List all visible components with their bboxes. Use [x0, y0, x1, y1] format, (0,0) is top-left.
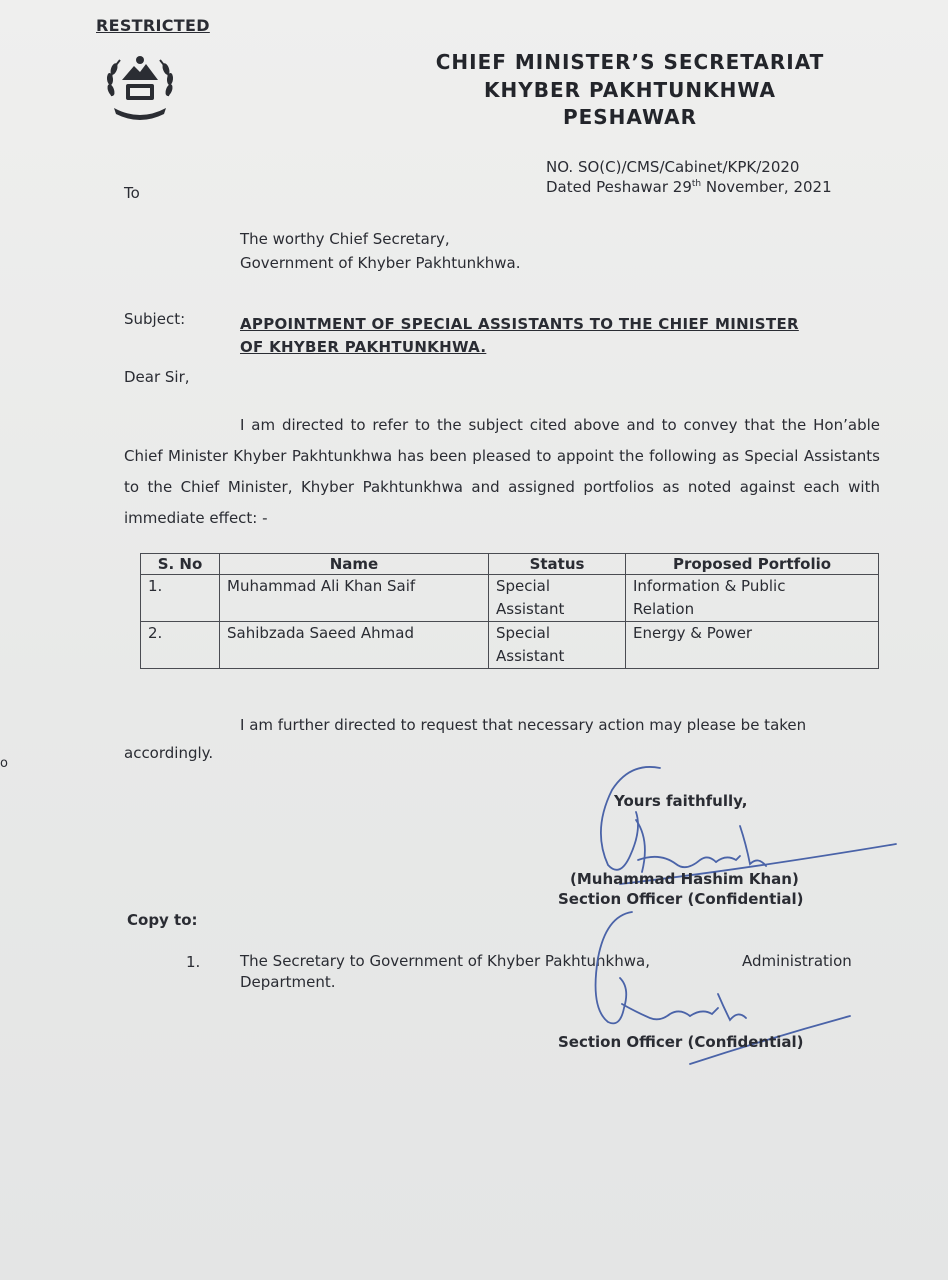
body-paragraph-2-line-1: I am further directed to request that necessary action may please be taken — [240, 716, 807, 734]
status-line-2: Assistant — [496, 600, 565, 618]
copy-item-text-cont: Administration — [742, 952, 852, 970]
addressee-line-2: Government of Khyber Pakhtunkhwa. — [240, 254, 521, 272]
table-header-row — [141, 554, 879, 575]
cell-status — [489, 622, 626, 669]
addressee-line-1: The worthy Chief Secretary, — [240, 230, 450, 248]
cell-name: Muhammad Ali Khan Saif — [220, 575, 489, 622]
date-prefix: Dated Peshawar 29 — [546, 178, 692, 196]
status-line-2: Assistant — [496, 647, 565, 665]
cell-sno: 1. — [141, 575, 220, 622]
reference-number: NO. SO(C)/CMS/Cabinet/KPK/2020 — [546, 158, 800, 176]
appointments-table — [140, 553, 879, 669]
letter-date — [546, 178, 832, 196]
subject-label: Subject: — [124, 310, 186, 328]
signatory-designation: Section Officer (Confidential) — [558, 890, 804, 908]
subject-line-1: APPOINTMENT OF SPECIAL ASSISTANTS TO THE CHIEF MINISTER — [240, 315, 799, 333]
column-header: Status — [489, 554, 626, 575]
portfolio-line-1: Information & Public — [633, 577, 786, 595]
status-line-1: Special — [496, 577, 551, 595]
date-suffix: November, 2021 — [701, 178, 832, 196]
column-header: S. No — [141, 554, 220, 575]
cell-name: Sahibzada Saeed Ahmad — [220, 622, 489, 669]
cell-status — [489, 575, 626, 622]
date-ordinal: th — [691, 179, 702, 189]
cell-sno: 2. — [141, 622, 220, 669]
to-label: To — [124, 184, 140, 202]
copy-to-label: Copy to: — [127, 911, 198, 929]
edge-mark: o — [0, 756, 8, 771]
table-row — [141, 622, 879, 669]
header-line-1: CHIEF MINISTER’S SECRETARIAT — [435, 50, 825, 74]
body-paragraph-1: I am directed to refer to the subject cited above and to convey that the Hon’able Chief Minister Khyber Pakhtunkhwa has been pleased to appoint the following as Special Assistants to the Chief Minister, Khyber Pakhtunkhwa and assigned portfolios as noted against each with immediate effect: - — [124, 416, 880, 527]
cell-portfolio — [626, 575, 879, 622]
column-header: Proposed Portfolio — [626, 554, 879, 575]
copy-item-text-line-2: Department. — [240, 973, 336, 991]
header-line-2: KHYBER PAKHTUNKHWA — [483, 78, 777, 102]
subject-line-2: OF KHYBER PAKHTUNKHWA. — [240, 338, 487, 356]
signature-2-icon — [580, 908, 870, 1078]
salutation: Dear Sir, — [124, 368, 190, 386]
signatory-name: (Muhammad Hashim Khan) — [570, 870, 799, 888]
portfolio-line-2: Relation — [633, 600, 695, 618]
cell-portfolio — [626, 622, 879, 669]
body-paragraph-2-line-2: accordingly. — [124, 744, 214, 762]
table-row — [141, 575, 879, 622]
column-header: Name — [220, 554, 489, 575]
portfolio-line-1: Energy & Power — [633, 624, 753, 642]
copy-signatory-designation: Section Officer (Confidential) — [558, 1033, 804, 1051]
classification-label: RESTRICTED — [96, 16, 210, 35]
closing-text: Yours faithfully, — [614, 792, 748, 810]
copy-item-number: 1. — [186, 953, 201, 971]
header-line-3: PESHAWAR — [562, 105, 698, 129]
government-emblem-icon — [100, 46, 180, 126]
status-line-1: Special — [496, 624, 551, 642]
copy-item-text: The Secretary to Government of Khyber Pakhtunkhwa, — [240, 952, 650, 970]
